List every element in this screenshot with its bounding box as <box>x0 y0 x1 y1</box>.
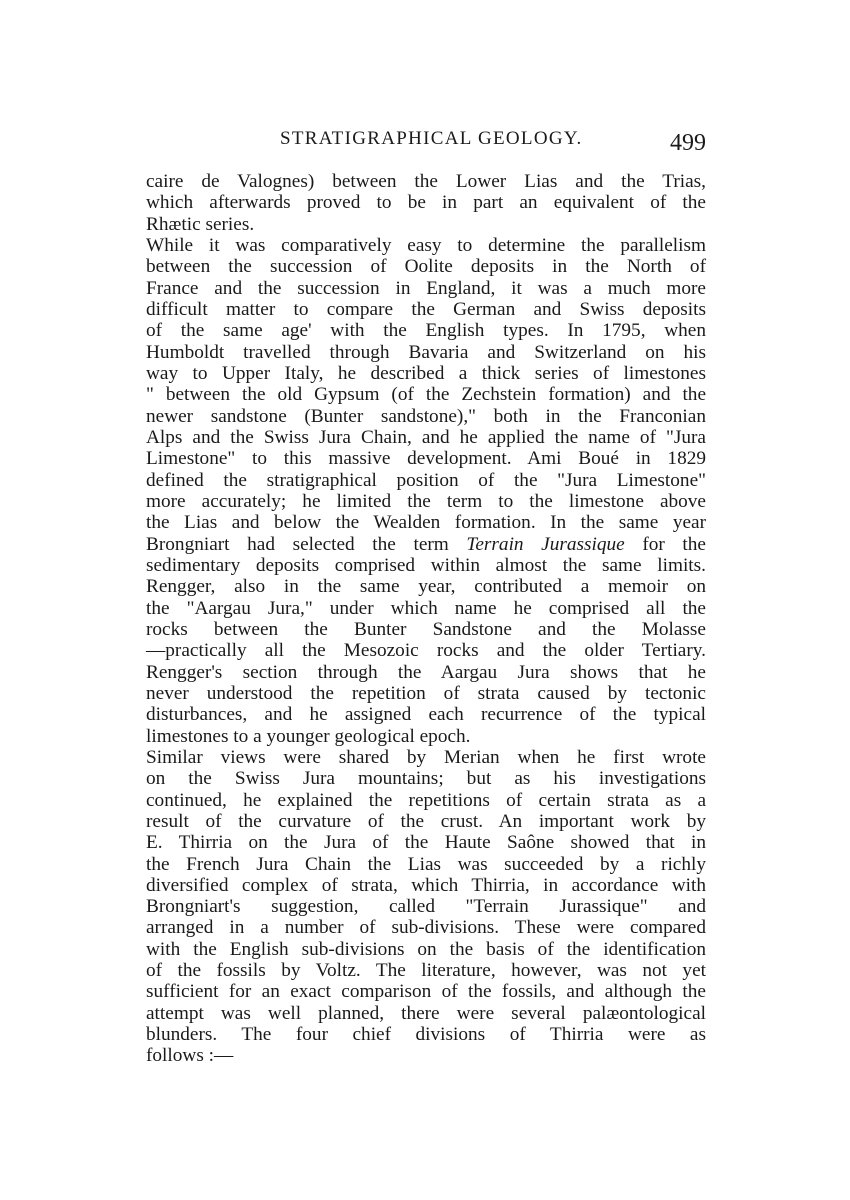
text-line: the French Jura Chain the Lias was succeeded by a richly <box>146 853 706 875</box>
body-text <box>146 171 706 1067</box>
running-head <box>146 124 706 164</box>
text-line: with the English sub-divisions on the basis of the identification <box>146 938 706 960</box>
text-line: diversified complex of strata, which Thirria, in accordance with <box>146 874 706 896</box>
text-line: Rhætic series. <box>146 213 255 235</box>
text-line: limestones to a younger geological epoch. <box>146 725 471 747</box>
text-line: result of the curvature of the crust. An important work by <box>146 810 706 832</box>
text-line: caire de Valognes) between the Lower Lias and the Trias, <box>146 171 706 192</box>
text-line: of the same age' with the English types. In 1795, when <box>146 320 706 342</box>
page-number: 499 <box>670 130 706 156</box>
text-line: rocks between the Bunter Sandstone and the Molasse <box>146 618 706 640</box>
text-line: While it was comparatively easy to determine the parallelism <box>146 234 706 256</box>
text-line: Brongniart's suggestion, called "Terrain Jurassique" and <box>146 896 706 918</box>
text-line: newer sandstone (Bunter sandstone)," both in the Franconian <box>146 405 706 427</box>
running-title: STRATIGRAPHICAL GEOLOGY. <box>280 128 583 149</box>
text-line: more accurately; he limited the term to the limestone above <box>146 490 706 512</box>
text-line: E. Thirria on the Jura of the Haute Saône showed that in <box>146 832 706 854</box>
text-line: attempt was well planned, there were several palæontological <box>146 1002 706 1024</box>
text-line: Rengger, also in the same year, contributed a memoir on <box>146 576 706 598</box>
text-line: Similar views were shared by Merian when he first wrote <box>146 746 706 768</box>
text-line: of the fossils by Voltz. The literature, however, was not yet <box>146 960 706 982</box>
text-line: Rengger's section through the Aargau Jura shows that he <box>146 661 706 683</box>
text-line: —practically all the Mesozoic rocks and the older Tertiary. <box>146 640 706 662</box>
italic-term: Terrain Jurassique <box>466 533 625 555</box>
text-line: continued, he explained the repetitions of certain strata as a <box>146 789 706 811</box>
text-line: Humboldt travelled through Bavaria and Switzerland on his <box>146 341 706 363</box>
text-line: blunders. The four chief divisions of Thirria were as <box>146 1024 706 1046</box>
text-line: way to Upper Italy, he described a thick series of limestones <box>146 362 706 384</box>
text-line: France and the succession in England, it was a much more <box>146 277 706 299</box>
text-line: the Lias and below the Wealden formation. In the same year <box>146 512 706 534</box>
text-line: never understood the repetition of strata caused by tectonic <box>146 682 706 704</box>
text-line: disturbances, and he assigned each recurrence of the typical <box>146 704 706 726</box>
text-line: the "Aargau Jura," under which name he comprised all the <box>146 597 706 619</box>
text-line: " between the old Gypsum (of the Zechstein formation) and the <box>146 384 706 406</box>
text-line: follows :— <box>146 1045 234 1067</box>
text-line: difficult matter to compare the German and Swiss deposits <box>146 298 706 320</box>
text-line: sedimentary deposits comprised within almost the same limits. <box>146 554 706 576</box>
text-line: Alps and the Swiss Jura Chain, and he applied the name of "Jura <box>146 426 706 448</box>
text-line: defined the stratigraphical position of the "Jura Limestone" <box>146 469 706 491</box>
text-line: Limestone" to this massive development. Ami Boué in 1829 <box>146 448 706 470</box>
text-line: arranged in a number of sub-divisions. These were compared <box>146 917 706 939</box>
text-line: sufficient for an exact comparison of the fossils, and although the <box>146 981 706 1003</box>
text-line: which afterwards proved to be in part an equivalent of the <box>146 192 706 214</box>
text-line: Brongniart had selected the term Terrain Jurassique for the <box>146 533 706 555</box>
text-line: on the Swiss Jura mountains; but as his investigations <box>146 768 706 790</box>
text-line: between the succession of Oolite deposits in the North of <box>146 256 706 278</box>
